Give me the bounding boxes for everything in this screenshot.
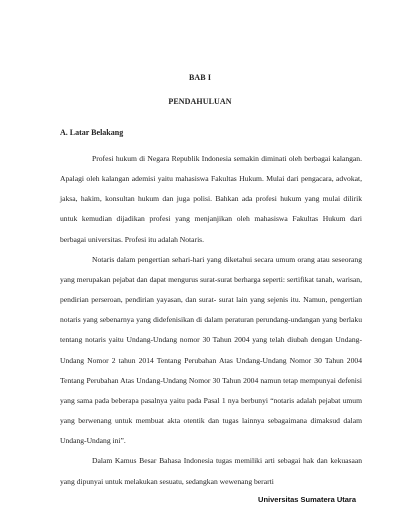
chapter-title: PENDAHULUAN <box>168 97 232 106</box>
chapter-number: BAB I <box>188 73 212 82</box>
paragraph: Notaris dalam pengertian sehari-hari yang diketahui secara umum orang atau seseorang yang merupakan pejabat dan dapat mengurus surat-surat berharga seperti: sertifikat tanah, warisan, pendirian perseroan, pendirian yayasan, dan surat- surat lain yang sejenis itu. Namun, pengertian notaris yang sebenarnya yang didefenisikan di dalam peraturan perundang-undangan yang berlaku tentang notaris yaitu Undang-Undang nomor 30 Tahun 2004 yang telah diubah dengan Undang-Undang Nomor 2 tahun 2014 Tentang Perubahan Atas Undang-Undang Nomor 30 Tahun 2004 Tentang Perubahan Atas Undang-Undang Nomor 30 Tahun 2004 namun tetap mempunyai defenisi yang sama pada beberapa pasalnya yaitu pada Pasal 1 nya berbunyi “notaris adalah pejabat umum yang berwenang untuk membuat akta otentik dan tugas lainnya sebagaimana dimaksud dalam Undang-Undang ini”. <box>60 254 362 446</box>
page-footer: Universitas Sumatera Utara <box>258 495 356 504</box>
body-text <box>60 149 362 492</box>
section-title: A. Latar Belakang <box>60 128 124 137</box>
paragraph: Profesi hukum di Negara Republik Indonesia semakin diminati oleh berbagai kalangan. Apalagi oleh kalangan ademisi yaitu mahasiswa Fakultas Hukum. Mulai dari pengacara, advokat, jaksa, hakim, konsultan hukum dan juga polisi. Bahkan ada profesi hukum yang mulai dilirik untuk kemudian dijadikan profesi yang menjanjikan oleh mahasiswa Fakultas Hukum dari berbagai universitas. Profesi itu adalah Notaris. <box>60 154 362 244</box>
paragraph: Dalam Kamus Besar Bahasa Indonesia tugas memiliki arti sebagai hak dan kekuasaan yang dipunyai untuk melakukan sesuatu, sedangkan wewenang berarti <box>60 456 362 486</box>
